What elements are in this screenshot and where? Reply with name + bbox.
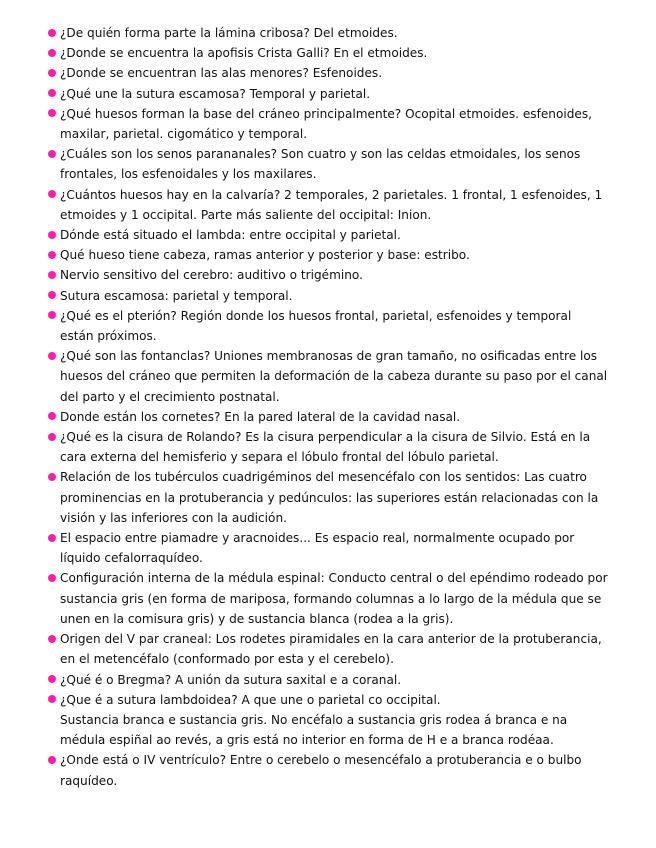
bullet-icon — [48, 352, 56, 360]
list-item — [60, 265, 608, 285]
bullet-icon — [48, 29, 56, 37]
list-item-text: ¿Qué une la sutura escamosa? Temporal y parietal. — [60, 86, 371, 101]
bullet-icon — [48, 251, 56, 259]
list-item-text: ¿Donde se encuentra la apofisis Crista Galli? En el etmoides. — [60, 46, 428, 61]
list-item-text: Sutura escamosa: parietal y temporal. — [60, 288, 293, 303]
bullet-icon — [48, 635, 56, 643]
bullet-icon — [48, 675, 56, 683]
list-item — [60, 467, 608, 528]
list-item — [60, 225, 608, 245]
question-list — [60, 23, 608, 791]
bullet-icon — [48, 271, 56, 279]
list-item-text: ¿Onde está o IV ventrículo? Entre o cerebelo o mesencéfalo a protuberancia e o bulbo raquídeo. — [60, 753, 582, 788]
bullet-icon — [48, 150, 56, 158]
bullet-icon — [48, 49, 56, 57]
bullet-icon — [48, 695, 56, 703]
bullet-icon — [48, 473, 56, 481]
list-item-text: ¿Qué es el pterión? Región donde los huesos frontal, parietal, esfenoides y temporal están próximos. — [60, 308, 572, 344]
bullet-icon — [48, 574, 56, 582]
list-item-text: Relación de los tubérculos cuadrigéminos del mesencéfalo con los sentidos: Las cuatro prominencias en la protuberancia y pedúnculos: las superiores están relacionadas con la visión y las inferiores con la audición. — [60, 470, 599, 525]
list-item-text: ¿Cuántos huesos hay en la calvaría? 2 temporales, 2 parietales. 1 frontal, 1 esfenoides, 1 etmoides y 1 occipital. Parte más saliente del occipital: Inion. — [60, 187, 603, 222]
list-item-text: ¿Qué es la cisura de Rolando? Es la cisura perpendicular a la cisura de Silvio. Está en la cara externa del hemisferio y separa el lóbulo frontal del lóbulo parietal. — [60, 430, 591, 465]
bullet-icon — [48, 109, 56, 117]
list-item — [60, 84, 608, 104]
list-item — [60, 670, 608, 690]
bullet-icon — [48, 433, 56, 441]
list-item — [60, 104, 608, 144]
list-item-text: Nervio sensitivo del cerebro: auditivo o trigémino. — [60, 268, 363, 283]
bullet-icon — [48, 69, 56, 77]
list-item-text: El espacio entre piamadre y aracnoides... Es espacio real, normalmente ocupado por líquido cefalorraquídeo. — [60, 531, 575, 566]
list-item — [60, 144, 608, 184]
list-item-text: Configuración interna de la médula espinal: Conducto central o del epéndimo rodeado por sustancia gris (en forma de mariposa, formando columnas a lo largo de la médula que se unen en la comisura gris) y de sustancia blanca (rodea a la gris). — [60, 571, 608, 626]
list-item — [60, 750, 608, 790]
bullet-icon — [48, 756, 56, 764]
bullet-icon — [48, 534, 56, 542]
bullet-icon — [48, 412, 56, 420]
list-item — [60, 346, 608, 407]
bullet-icon — [48, 291, 56, 299]
list-item-text: Qué hueso tiene cabeza, ramas anterior y posterior y base: estribo. — [60, 248, 470, 263]
list-item — [60, 629, 608, 669]
list-item — [60, 43, 608, 63]
list-item — [60, 23, 608, 43]
list-item — [60, 286, 608, 306]
list-item — [60, 63, 608, 83]
list-item — [60, 427, 608, 467]
list-item — [60, 568, 608, 629]
list-item — [60, 690, 608, 751]
list-item-text: Origen del V par craneal: Los rodetes piramidales en la cara anterior de la protuberancia, en el metencéfalo (conformado por esta y el cerebelo). — [60, 632, 602, 667]
list-item-text: ¿Cuáles son los senos parananales? Son cuatro y son las celdas etmoidales, los senos frontales, los esfenoidales y los maxilares. — [60, 147, 581, 182]
list-item — [60, 528, 608, 568]
list-item-text: ¿De quién forma parte la lámina cribosa? Del etmoides. — [60, 26, 398, 40]
bullet-icon — [48, 231, 56, 239]
bullet-icon — [48, 190, 56, 198]
list-item-text: Dónde está situado el lambda: entre occipital y parietal. — [60, 228, 401, 243]
list-item — [60, 306, 608, 346]
list-item-text: ¿Que é a sutura lambdoidea? A que une o parietal co occipital. — [60, 692, 441, 707]
bullet-icon — [48, 311, 56, 319]
list-item — [60, 185, 608, 225]
list-item — [60, 245, 608, 265]
list-item-extra-text: Sustancia branca e sustancia gris. No encéfalo a sustancia gris rodea á branca e na médula espiñal ao revés, a gris está no interior en forma de H e a branca rodéaa. — [60, 712, 568, 748]
list-item — [60, 407, 608, 427]
list-item-text: ¿Qué é o Bregma? A unión da sutura saxital e a coranal. — [60, 672, 402, 687]
bullet-icon — [48, 89, 56, 97]
list-item-text: ¿Qué son las fontanclas? Uniones membranosas de gran tamaño, no osificadas entre los huesos del cráneo que permiten la deformación de la cabeza durante su paso por el canal del parto y el crecimiento postnatal. — [60, 349, 608, 404]
list-item-text: ¿Donde se encuentran las alas menores? Esfenoides. — [60, 66, 383, 81]
list-item-text: ¿Qué huesos forman la base del cráneo principalmente? Ocopital etmoides. esfenoides, maxilar, parietal. cigomático y temporal. — [60, 106, 592, 142]
list-item-text: Donde están los cornetes? En la pared lateral de la cavidad nasal. — [60, 409, 461, 424]
